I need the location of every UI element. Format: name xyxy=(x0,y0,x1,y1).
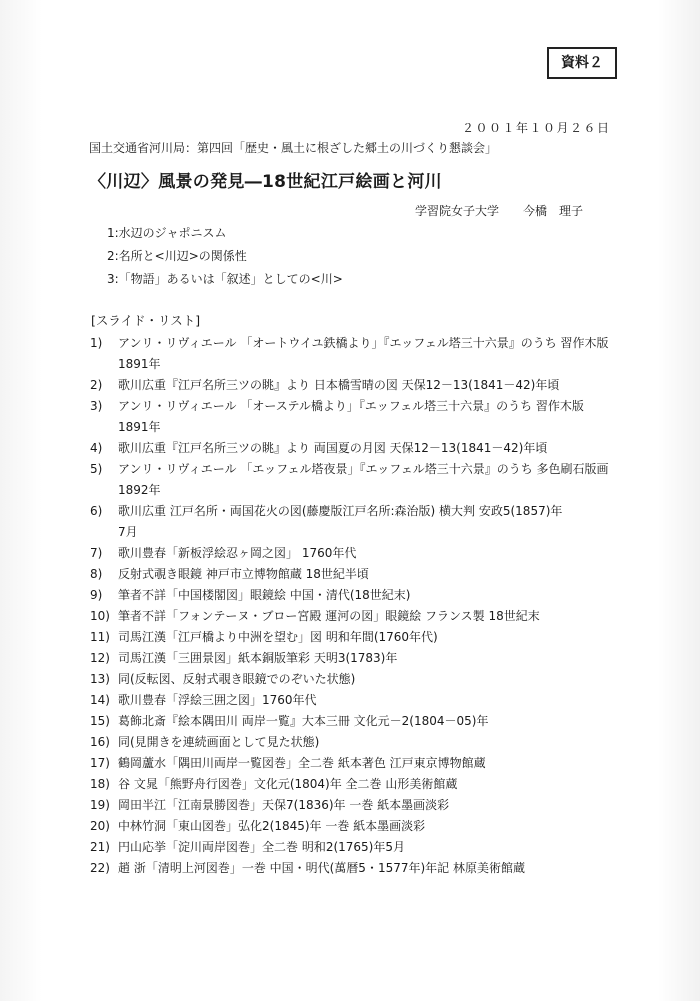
outline-item: 2:名所と<川辺>の関係性 xyxy=(107,249,247,263)
slide-number: 20) xyxy=(90,819,110,833)
slide-description-line: 反射式覗き眼鏡 神戸市立博物館蔵 18世紀半頃 xyxy=(118,567,369,581)
slide-item xyxy=(90,774,615,795)
slide-item xyxy=(90,564,615,585)
slide-description xyxy=(118,585,615,606)
slide-number: 12) xyxy=(90,651,110,665)
slide-number: 11) xyxy=(90,630,110,644)
slide-description xyxy=(118,858,615,879)
slide-description xyxy=(118,606,615,627)
slide-number: 17) xyxy=(90,756,110,770)
slide-description-line: 司馬江漢「江戸橋より中洲を望む」図 明和年間(1760年代) xyxy=(118,630,438,644)
slide-item xyxy=(90,459,615,501)
slide-item xyxy=(90,732,615,753)
slide-description-line: アンリ・リヴィエール 「エッフェル塔夜景」『エッフェル塔三十六景』のうち 多色刷石版画 xyxy=(118,462,609,476)
slide-list-heading: [スライド・リスト] xyxy=(91,313,201,328)
slide-description-line: 鶴岡蘆水「隅田川両岸一覧図巻」全二巻 紙本著色 江戸東京博物館蔵 xyxy=(118,756,486,770)
slide-item xyxy=(90,711,615,732)
slide-item xyxy=(90,648,615,669)
meeting-name: 国土交通省河川局：第四回「歴史・風土に根ざした郷土の川づくり懇談会」 xyxy=(89,141,498,155)
slide-description xyxy=(118,690,615,711)
slide-description xyxy=(118,795,615,816)
slide-description xyxy=(118,711,615,732)
slide-description-line: 円山応挙「淀川両岸図巻」全二巻 明和2(1765)年5月 xyxy=(118,840,405,854)
slide-item xyxy=(90,858,615,879)
slide-item xyxy=(90,543,615,564)
slide-number: 22) xyxy=(90,861,110,875)
slide-description-line: 同(見開きを連続画面として見た状態) xyxy=(118,735,320,749)
slide-description-line: 葛飾北斎『絵本隅田川 両岸一覧』大本三冊 文化元－2(1804－05)年 xyxy=(118,714,489,728)
slide-description xyxy=(118,837,615,858)
slide-description-line: 筆者不詳「フォンテーヌ・ブロー宮殿 運河の図」眼鏡絵 フランス製 18世紀末 xyxy=(118,609,540,623)
slide-description-line: 岡田半江「江南景勝図巻」天保7(1836)年 一巻 紙本墨画淡彩 xyxy=(118,798,450,812)
slide-number: 3) xyxy=(90,399,103,413)
slide-item xyxy=(90,795,615,816)
slide-number: 5) xyxy=(90,462,103,476)
slide-description xyxy=(118,564,615,585)
slide-item xyxy=(90,438,615,459)
document-label: 資料２ xyxy=(547,47,617,79)
slide-description-line: 同(反転図、反射式覗き眼鏡でのぞいた状態) xyxy=(118,672,356,686)
slide-description-line: 歌川豊春「新板浮絵忍ヶ岡之図」 1760年代 xyxy=(118,546,357,560)
slide-number: 14) xyxy=(90,693,110,707)
slide-description xyxy=(118,732,615,753)
slide-description xyxy=(118,501,615,543)
slide-item xyxy=(90,669,615,690)
slide-description-line: アンリ・リヴィエール 「オーステル橋より」『エッフェル塔三十六景』のうち 習作木版 xyxy=(118,399,584,413)
slide-item xyxy=(90,627,615,648)
slide-description-line: 1891年 xyxy=(118,420,161,434)
slide-description xyxy=(118,375,615,396)
slide-number: 16) xyxy=(90,735,110,749)
document-date: ２００１年１０月２６日 xyxy=(462,121,611,135)
slide-item xyxy=(90,606,615,627)
slide-description-line: 司馬江漢「三囲景図」紙本銅版筆彩 天明3(1783)年 xyxy=(118,651,398,665)
slide-description xyxy=(118,669,615,690)
slide-number: 1) xyxy=(90,336,103,350)
slide-number: 21) xyxy=(90,840,110,854)
slide-description xyxy=(118,627,615,648)
slide-item xyxy=(90,501,615,543)
slide-description-line: 歌川広重『江戸名所三ツの眺』より 両国夏の月図 天保12－13(1841－42)年頃 xyxy=(118,441,548,455)
slide-description-line: 趙 浙「清明上河図巻」一巻 中国・明代(萬暦5・1577年)年記 林原美術館蔵 xyxy=(118,861,525,875)
slide-description xyxy=(118,774,615,795)
slide-number: 8) xyxy=(90,567,103,581)
slide-description xyxy=(118,459,615,501)
slide-description-line: 歌川広重 江戸名所・両国花火の図(藤慶版江戸名所:森治版) 横大判 安政5(1857)年 xyxy=(118,504,563,518)
slide-number: 7) xyxy=(90,546,103,560)
slide-item xyxy=(90,816,615,837)
slide-description-line: 歌川豊春「浮絵三囲之図」1760年代 xyxy=(118,693,317,707)
slide-description xyxy=(118,816,615,837)
slide-number: 19) xyxy=(90,798,110,812)
slide-number: 9) xyxy=(90,588,103,602)
document-title: 〈川辺〉風景の発見―18世紀江戸絵画と河川 xyxy=(89,172,442,192)
slide-number: 13) xyxy=(90,672,110,686)
slide-item xyxy=(90,690,615,711)
slide-number: 15) xyxy=(90,714,110,728)
slide-item xyxy=(90,375,615,396)
outline-list xyxy=(107,222,343,291)
slide-description xyxy=(118,648,615,669)
author: 学習院女子大学 今橋 理子 xyxy=(415,204,584,218)
slide-description xyxy=(118,438,615,459)
slide-number: 10) xyxy=(90,609,110,623)
slide-description xyxy=(118,543,615,564)
slide-description-line: 7月 xyxy=(118,525,138,539)
slide-description xyxy=(118,753,615,774)
slide-item xyxy=(90,837,615,858)
slide-description-line: アンリ・リヴィエール 「オートウイユ鉄橋より」『エッフェル塔三十六景』のうち 習作木版 xyxy=(118,336,609,350)
slide-description-line: 歌川広重『江戸名所三ツの眺』より 日本橋雪晴の図 天保12－13(1841－42)年頃 xyxy=(118,378,560,392)
slide-description-line: 1892年 xyxy=(118,483,161,497)
slide-description-line: 筆者不詳「中国楼閣図」眼鏡絵 中国・清代(18世紀末) xyxy=(118,588,411,602)
slide-number: 6) xyxy=(90,504,103,518)
slide-item xyxy=(90,585,615,606)
slide-description xyxy=(118,396,615,438)
slide-item xyxy=(90,333,615,375)
outline-item: 3:「物語」あるいは「叙述」としての<川> xyxy=(107,272,343,286)
slide-list xyxy=(90,333,615,879)
slide-description xyxy=(118,333,615,375)
slide-number: 4) xyxy=(90,441,103,455)
slide-description-line: 1891年 xyxy=(118,357,161,371)
slide-item xyxy=(90,396,615,438)
outline-item: 1:水辺のジャポニスム xyxy=(107,226,227,240)
slide-number: 18) xyxy=(90,777,110,791)
slide-number: 2) xyxy=(90,378,103,392)
slide-item xyxy=(90,753,615,774)
slide-description-line: 中林竹洞「東山図巻」弘化2(1845)年 一巻 紙本墨画淡彩 xyxy=(118,819,426,833)
slide-description-line: 谷 文晁「熊野舟行図巻」文化元(1804)年 全二巻 山形美術館蔵 xyxy=(118,777,458,791)
